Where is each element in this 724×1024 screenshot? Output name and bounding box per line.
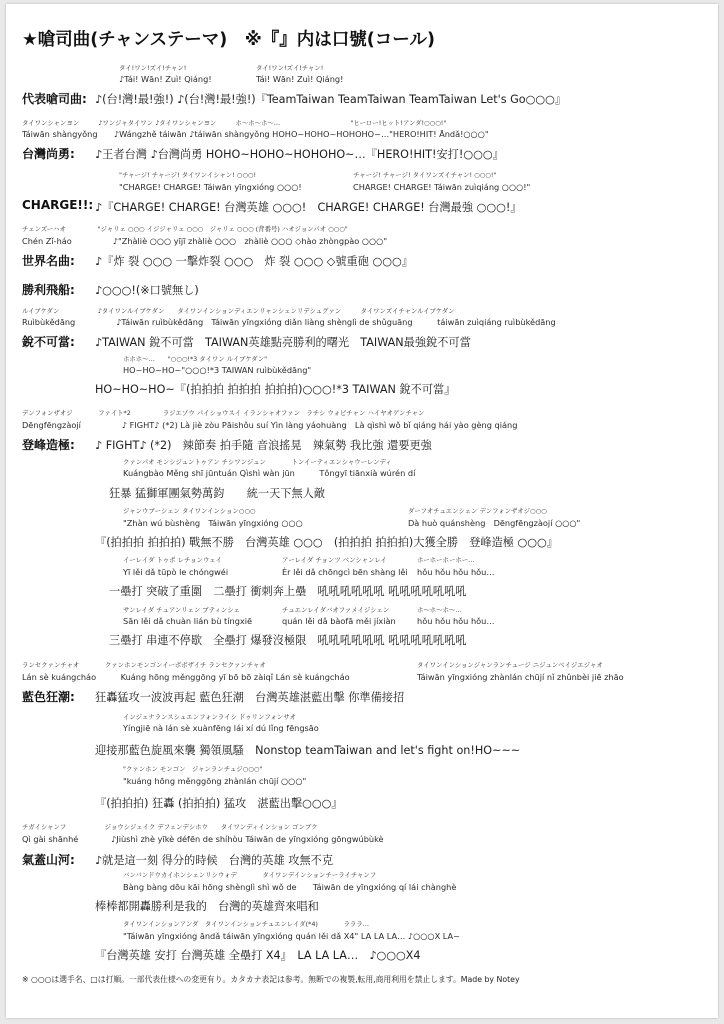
song-label: 藍色狂潮: — [22, 690, 75, 704]
kana-line: チェンズーハオ "ジャリェ ○○○ イジジャリェ ○○○ ジャリェ ○○○ (背番号) ハオジョンパオ ○○○" — [22, 225, 348, 233]
page-title: ★嗆司曲(チャンステーマ) ※『』内は口號(コール) — [22, 30, 435, 50]
lyric-line: 三壘打 串連不停歇 全壘打 爆發沒極限 吼吼吼吼吼吼 吼吼吼吼吼吼吼 — [109, 634, 467, 647]
romanization-line: "Zhàn wú bùshèng Táiwān yīngxióng ○○○ — [123, 518, 303, 528]
lyric-line: ♪『炸 裂 ○○○ 一擊炸裂 ○○○ 炸 裂 ○○○ ◇號重砲 ○○○』 — [95, 255, 413, 268]
kana-line: タイ!ワン!ズイ!チャン! — [119, 64, 187, 72]
lyric-line: 狂轟猛攻一波波再起 藍色狂潮 台灣英雄湛藍出擊 你準備接招 — [95, 691, 405, 704]
kana-line: ホ～ホ～ホ～… — [417, 606, 462, 614]
romanization-line: Dà huò quánshèng Dēngfēngzàojí ○○○" — [408, 518, 581, 528]
lyrics-sheet — [6, 4, 718, 1018]
lyric-line: 一壘打 突破了重圍 二壘打 衝刺奔上壘 吼吼吼吼吼吼 吼吼吼吼吼吼吼 — [109, 585, 467, 598]
lyric-line: 『(拍拍拍) 狂轟 (拍拍拍) 猛攻 湛藍出擊○○○』 — [95, 797, 343, 810]
romanization-line: Sān lěi dǎ chuàn lián bù tíngxiē — [123, 616, 253, 626]
romanization-line: HO~HO~HO~"○○○!*3 TAIWAN ruìbùkědāng" — [123, 365, 312, 375]
kana-line: チャージ! チャージ! タイワンズイチャン! ○○○!" — [353, 171, 497, 179]
romanization-line: hǒu hǒu hǒu hǒu… — [417, 567, 495, 577]
romanization-line: Yíngjiē nà lán sè xuànfēng lái xí dú lǐng fēngsāo — [123, 723, 319, 733]
song-label: 代表嗆司曲: — [22, 92, 87, 106]
lyric-line: 狂暴 猛獅軍團氣勢萬鈞 統一天下無人敵 — [109, 487, 326, 500]
footnote: ※ ○○○は選手名、□は打順。一部代表仕様への変更有り。カタカナ表記は参考。無断での複製,転用,商用利用を禁止します。Made by Notey — [22, 975, 520, 984]
romanization-line: Èr lěi dǎ chōngcì bēn shàng lěi — [282, 567, 408, 577]
kana-line: イーレイダ トゥポ レチョンウェイ — [123, 556, 222, 564]
romanization-line: Yī lěi dǎ tūpò le chóngwéi — [123, 567, 229, 577]
lyric-line: ♪就是這一刻 得分的時候 台灣的英雄 攻無不克 — [95, 854, 334, 867]
kana-line: タイワンインションジャンランチュージ ニジュンベイジエジャオ — [417, 661, 603, 669]
song-label: 氣蓋山河: — [22, 853, 75, 867]
lyric-line: HO~HO~HO~『(拍拍拍 拍拍拍 拍拍拍)○○○!*3 TAIWAN 銳不可當』 — [95, 383, 456, 396]
romanization-line: quán lěi dǎ bàofā měi jíxiàn — [282, 616, 396, 626]
kana-line: ルイブケダン ♪タイワンルイブケダン タイワンインションディエンリャンシェンリデシュグァン タイワンズイチャンルイブケダン — [22, 307, 455, 315]
romanization-line: Tái! Wān! Zuì! Qiáng! — [256, 74, 344, 84]
kana-line: ダーフオチュエンシェン デンフォンザオジ○○○ — [408, 507, 547, 515]
kana-line: "チャージ! チャージ! タイワンイシャン! ○○○! — [119, 171, 257, 179]
romanization-line: ♪Tái! Wān! Zuì! Qiáng! — [119, 74, 212, 84]
kana-line: ランセクァンチャオ クァンホンモンゴンイーボボザイチ ランセクァンチャオ — [22, 661, 266, 669]
kana-line: デンフォンザオジ ファイト*2 ラジエゾウ パイショウスイ イランシャオファン ラチシ ウォビチャン ハイヤオゲンチャン — [22, 409, 425, 417]
kana-line: インジェナランスシュエンフォンライシ ドゥリンフォンサオ — [123, 713, 296, 721]
kana-line: "クァンホン モンゴン ジャンランチュジ○○○" — [123, 765, 263, 773]
romanization-line: Qì gài shānhé ♪Jiùshì zhè yīkè défēn de shíhòu Táiwān de yīngxióng gōngwúbùkè — [22, 834, 384, 844]
song-label: 台灣尚勇: — [22, 147, 75, 161]
lyric-line: ♪TAIWAN 銳不可當 TAIWAN英雄點亮勝利的曙光 TAIWAN最強銳不可當 — [95, 336, 471, 349]
kana-line: バンバンドウカイホンシェンリシウォデ タイワンデインションチーライチャンフ — [123, 871, 377, 879]
kana-line: タイワンインションアンダ タイワンインションチュエンレイダ(*4) ラララ… — [123, 920, 376, 928]
song-label: 銳不可當: — [22, 335, 75, 349]
romanization-line: Chén Zǐ-háo ♪"Zhàliè ○○○ yījī zhàliè ○○○ zhàliè ○○○ ◇hào zhòngpào ○○○" — [22, 236, 388, 246]
romanization-line: CHARGE! CHARGE! Táiwān zuìqiáng ○○○!" — [353, 182, 531, 192]
romanization-line: Lán sè kuángcháo Kuáng hōng měnggōng yī bō bō zàiqǐ Lán sè kuángcháo — [22, 672, 350, 682]
lyric-line: ♪ FIGHT♪ (*2) 辣節奏 拍手隨 音浪搖晃 辣氣勢 我比強 還要更強 — [95, 439, 432, 452]
romanization-line: Bàng bàng dōu kāi hōng shènglì shì wǒ de Táiwān de yīngxióng qí lái chànghè — [123, 882, 457, 892]
romanization-line: "kuáng hōng měnggōng zhànlán chūjí ○○○" — [123, 776, 307, 786]
kana-line: アーレイダ チョンツ ベンシャンレイ — [282, 556, 387, 564]
lyric-line: 『台灣英雄 安打 台灣英雄 全壘打 X4』 LA LA LA… ♪○○○X4 — [95, 949, 421, 962]
song-label: 登峰造極: — [22, 438, 75, 452]
lyric-line: 『(拍拍拍 拍拍拍) 戰無不勝 台灣英雄 ○○○ (拍拍拍 拍拍拍)大獲全勝 登峰造極 ○○○』 — [95, 536, 558, 549]
lyric-line: ♪『CHARGE! CHARGE! 台灣英雄 ○○○! CHARGE! CHARGE! 台灣最強 ○○○!』 — [95, 201, 522, 214]
kana-line: チガイシャンフ ジョウシジェイク デフェンデシホウ タイワンディインション ゴンブク — [22, 823, 318, 831]
song-label: CHARGE!!: — [22, 198, 94, 212]
romanization-line: Táiwān yīngxióng zhànlán chūjí nǐ zhǔnbèi jiē zhāo — [417, 672, 624, 682]
kana-line: タイワンシャンヨン ♪ワンジャタイワン ♪タイワンシャンヨン ホ～ホ～ホ～… "ヒーロー!ヒット!アンダ!○○○!" — [22, 119, 447, 127]
kana-line: チュエンレイダバオファメイジシェン — [282, 606, 390, 614]
kana-line: ホーホーホーホー… — [417, 556, 475, 564]
romanization-line: "CHARGE! CHARGE! Táiwān yīngxióng ○○○! — [119, 182, 302, 192]
kana-line: サンレイダ チュアンリェン ブティンシェ — [123, 606, 240, 614]
kana-line: ジャンウブーシェン タイワンインション○○○ — [123, 507, 256, 515]
romanization-line: Táiwān shàngyǒng ♪Wángzhě táiwān ♪táiwān shàngyǒng HOHO~HOHO~HOHOHO~…"HERO!HIT! Āndǎ!○○○" — [22, 129, 489, 139]
romanization-line: hǒu hǒu hǒu hǒu… — [417, 616, 495, 626]
kana-line: タイ!ワン!ズイ!チャン! — [256, 64, 324, 72]
lyric-line: 棒棒都開轟勝利是我的 台灣的英雄齊來唱和 — [95, 900, 319, 913]
lyric-line: ♪王者台灣 ♪台灣尚勇 HOHO~HOHO~HOHOHO~…『HERO!HIT!安打!○○○』 — [95, 148, 504, 161]
song-label: 世界名曲: — [22, 254, 75, 268]
romanization-line: "Táiwān yīngxióng āndǎ táiwān yīngxióng quán lěi dǎ X4" LA LA LA… ♪○○○X LA~ — [123, 931, 461, 941]
kana-line: クァンパオ モンシジュントゥアン チシワンジュン トンイーティエンシャウーレンディ — [123, 458, 392, 466]
song-label: 勝利飛船: — [22, 283, 75, 297]
kana-line: ホホホ～… "○○○!*3 タイワン ルイブケダン" — [123, 355, 268, 363]
romanization-line: Kuángbào Měng shī jūntuán Qìshì wàn jūn Tǒngyī tiānxià wúrén dí — [123, 468, 416, 478]
lyric-line: ♪(台!灣!最!強!) ♪(台!灣!最!強!)『TeamTaiwan TeamTaiwan TeamTaiwan Let's Go○○○』 — [95, 93, 567, 106]
romanization-line: Dēngfēngzàojí ♪ FIGHT♪ (*2) Là jiè zòu Pāishǒu suí Yìn làng yáohuàng Là qìshì wǒ bǐ qiáng hái yào gèng qiáng — [22, 420, 518, 430]
lyric-line: ♪○○○!(※口號無し) — [95, 284, 199, 297]
lyric-line: 迎接那藍色旋風來襲 獨領風騷 Nonstop teamTaiwan and let's fight on!HO~~~ — [95, 744, 521, 757]
romanization-line: Ruìbùkědāng ♪Táiwān ruìbùkědāng Táiwān yīngxióng diǎn liàng shènglì de shǔguāng táiwān zuìqiáng ruìbùkědāng — [22, 317, 556, 327]
